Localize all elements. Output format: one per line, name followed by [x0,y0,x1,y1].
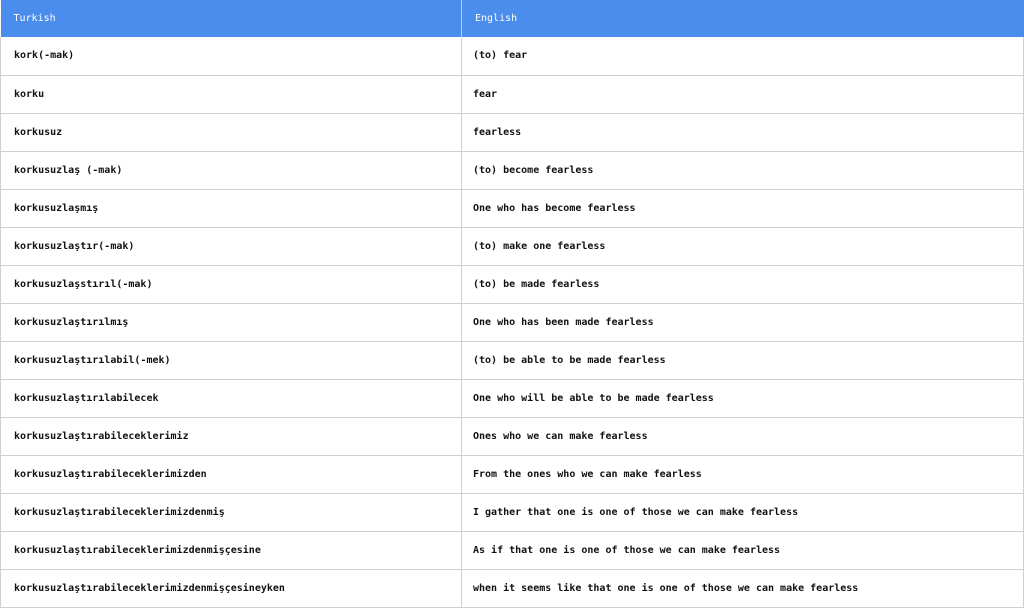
english-cell: From the ones who we can make fearless [462,455,1024,493]
turkish-cell: korkusuzlaşstırıl(-mak) [1,265,462,303]
table-row [1,75,1024,113]
table-row [1,113,1024,151]
english-cell: fear [462,75,1024,113]
turkish-cell: korkusuzlaştırılabil(-mek) [1,341,462,379]
table-row [1,265,1024,303]
table-header [1,0,1024,37]
english-cell: (to) fear [462,37,1024,75]
table-row [1,455,1024,493]
turkish-cell: korkusuzlaştır(-mak) [1,227,462,265]
english-cell: One who has been made fearless [462,303,1024,341]
table-row [1,303,1024,341]
table-row [1,379,1024,417]
turkish-cell: korkusuzlaştırabileceklerimizdenmişçesineyken [1,569,462,607]
turkish-cell: korkusuzlaştırabileceklerimizdenmişçesine [1,531,462,569]
table-body [1,37,1024,607]
table-row [1,37,1024,75]
turkish-cell: korkusuzlaştırılmış [1,303,462,341]
english-cell: (to) become fearless [462,151,1024,189]
english-cell: Ones who we can make fearless [462,417,1024,455]
turkish-cell: korkusuzlaştırabileceklerimiz [1,417,462,455]
english-cell: As if that one is one of those we can make fearless [462,531,1024,569]
turkish-cell: korkusuzlaşmış [1,189,462,227]
english-cell: when it seems like that one is one of those we can make fearless [462,569,1024,607]
table-row [1,493,1024,531]
table-row [1,189,1024,227]
english-cell: fearless [462,113,1024,151]
english-cell: One who has become fearless [462,189,1024,227]
turkish-cell: korku [1,75,462,113]
table-row [1,531,1024,569]
header-row [1,0,1024,37]
table-row [1,417,1024,455]
english-cell: One who will be able to be made fearless [462,379,1024,417]
turkish-cell: korkusuzlaştırabileceklerimizdenmiş [1,493,462,531]
table-row [1,151,1024,189]
table-row [1,227,1024,265]
table-row [1,341,1024,379]
column-header-english: English [462,0,1024,37]
turkish-cell: korkusuzlaştırılabilecek [1,379,462,417]
turkish-cell: korkusuzlaştırabileceklerimizden [1,455,462,493]
english-cell: (to) be made fearless [462,265,1024,303]
turkish-cell: korkusuzlaş (-mak) [1,151,462,189]
english-cell: I gather that one is one of those we can make fearless [462,493,1024,531]
turkish-cell: korkusuz [1,113,462,151]
english-cell: (to) make one fearless [462,227,1024,265]
column-header-turkish: Turkish [1,0,462,37]
turkish-cell: kork(-mak) [1,37,462,75]
english-cell: (to) be able to be made fearless [462,341,1024,379]
table-row [1,569,1024,607]
